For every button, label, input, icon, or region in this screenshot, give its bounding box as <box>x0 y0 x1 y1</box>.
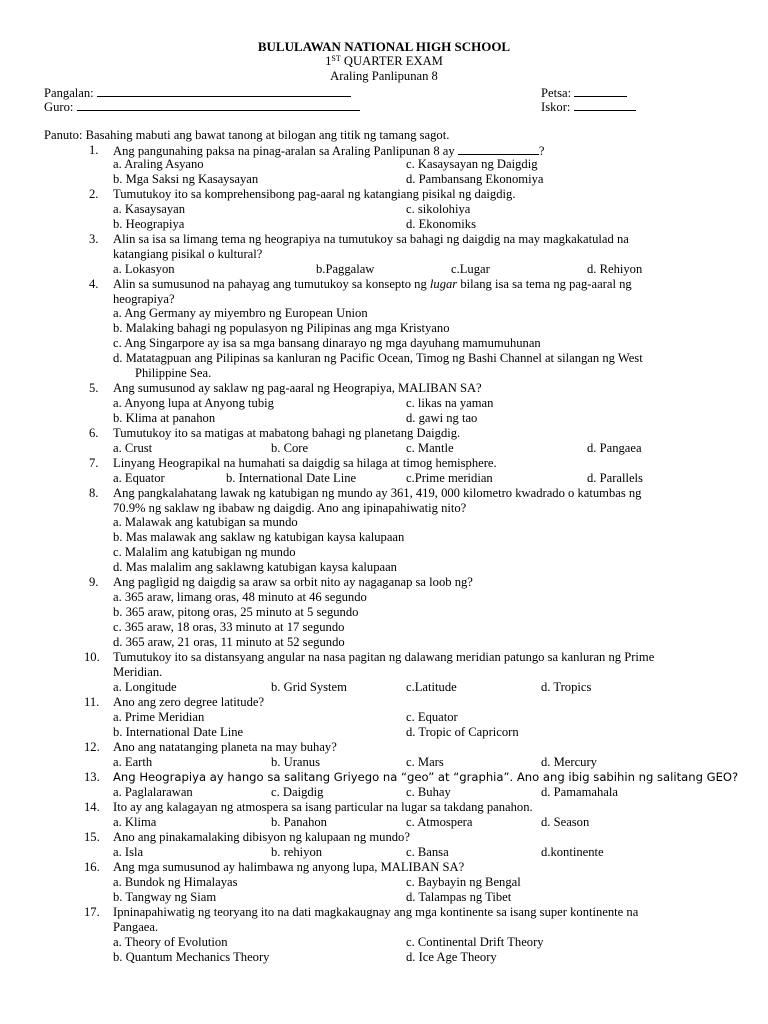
choice: Philippine Sea. <box>135 366 212 380</box>
question-number: 11. <box>84 695 100 709</box>
choice: d. Mercury <box>541 755 597 769</box>
question-number: 5. <box>89 381 99 395</box>
question-text: Ang Heograpiya ay hango sa salitang Griyego na “geo” at “graphia”. Ano ang ibig sabihin ng salitang GEO? <box>113 770 739 784</box>
question-number: 10. <box>84 650 100 664</box>
question-text: Ang pangkalahatang lawak ng katubigan ng mundo ay 361, 419, 000 kilometro kwadrado o katumbas ng <box>113 486 642 500</box>
instructions: Panuto: Basahing mabuti ang bawat tanong at bilogan ang titik ng tamang sagot. <box>44 128 450 142</box>
choice: b. 365 araw, pitong oras, 25 minuto at 5 segundo <box>113 605 359 619</box>
choice: b. rehiyon <box>271 845 323 859</box>
subject-title: Araling Panlipunan 8 <box>330 69 438 83</box>
choice: b. International Date Line <box>113 725 244 739</box>
question-number: 12. <box>84 740 100 754</box>
question-text: Ano ang zero degree latitude? <box>113 695 265 709</box>
choice: c. Atmospera <box>406 815 473 829</box>
choice: a. Earth <box>113 755 153 769</box>
question-number: 17. <box>84 905 100 919</box>
question-text: Ano ang pinakamalaking dibisyon ng kalupaan ng mundo? <box>113 830 410 844</box>
choice: b. Mga Saksi ng Kasaysayan <box>113 172 259 186</box>
choice: c. Ang Singarpore ay isa sa mga bansang dinarayo ng mga dayuhang mamumuhunan <box>113 336 541 350</box>
choice: d. Pangaea <box>587 441 642 455</box>
choice: a. Crust <box>113 441 153 455</box>
choice: c. Mantle <box>406 441 454 455</box>
question-number: 13. <box>84 770 100 784</box>
choice: c. 365 araw, 18 oras, 33 minuto at 17 segundo <box>113 620 345 634</box>
choice: c. Mars <box>406 755 444 769</box>
choice: c. Malalim ang katubigan ng mundo <box>113 545 296 559</box>
choice: c. Continental Drift Theory <box>406 935 544 949</box>
exam-title: 1ST QUARTER EXAM <box>325 54 443 68</box>
choice: c.Lugar <box>451 262 490 276</box>
question-number: 16. <box>84 860 100 874</box>
choice: a. Ang Germany ay miyembro ng European Union <box>113 306 368 320</box>
choice: b. Mas malawak ang saklaw ng katubigan kaysa kalupaan <box>113 530 405 544</box>
choice: b. Heograpiya <box>113 217 185 231</box>
date-field: Petsa: <box>541 85 627 101</box>
choice: a. 365 araw, limang oras, 48 minuto at 46 segundo <box>113 590 367 604</box>
question-number: 3. <box>89 232 99 246</box>
question-number: 1. <box>89 143 99 157</box>
choice: a. Isla <box>113 845 144 859</box>
choice: d. Pambansang Ekonomiya <box>406 172 544 186</box>
choice: b. Grid System <box>271 680 347 694</box>
question-text: Ipninapahiwatig ng teoryang ito na dati magkakaugnay ang mga kontinente sa isang super kontinente na <box>113 905 639 919</box>
question-number: 9. <box>89 575 99 589</box>
choice: b. Uranus <box>271 755 320 769</box>
question-text: Ang paglìgid ng daigdig sa araw sa orbit nito ay nagaganap sa loob ng? <box>113 575 473 589</box>
question-text: heograpiya? <box>113 292 175 306</box>
question-number: 7. <box>89 456 99 470</box>
question-number: 8. <box>89 486 99 500</box>
choice: d. Matatagpuan ang Pilipinas sa kanluran ng Pacific Ocean, Timog ng Bashi Channel at silangan ng West <box>113 351 643 365</box>
question-text: katangiang pisikal o kultural? <box>113 247 263 261</box>
name-field: Pangalan: <box>44 85 351 101</box>
question-text: Tumutukoy ito sa matigas at mabatong bahagi ng planetang Daigdig. <box>113 426 461 440</box>
choice: c. Kasaysayan ng Daigdig <box>406 157 538 171</box>
choice: c.Prime meridian <box>406 471 493 485</box>
question-text: Ang mga sumusunod ay halimbawa ng anyong lupa, MALIBAN SA? <box>113 860 465 874</box>
question-text: Alin sa sumusunod na pahayag ang tumutukoy sa konsepto ng lugar bilang isa sa tema ng pag-aaral ng <box>113 277 632 291</box>
question-text: 70.9% ng saklaw ng ibabaw ng daigdig. Ano ang ipinapahiwatig nito? <box>113 501 467 515</box>
choice: c. Equator <box>406 710 458 724</box>
school-name: BULULAWAN NATIONAL HIGH SCHOOL <box>257 39 511 54</box>
question-text: Meridian. <box>113 665 163 679</box>
question-text: Linyang Heograpikal na humahati sa daigdig sa hilaga at timog hemisphere. <box>113 456 497 470</box>
choice: a. Longitude <box>113 680 177 694</box>
teacher-field: Guro: <box>44 99 360 115</box>
choice: c. Baybayin ng Bengal <box>406 875 521 889</box>
question-number: 14. <box>84 800 100 814</box>
choice: d.kontinente <box>541 845 604 859</box>
choice: d. Rehiyon <box>587 262 643 276</box>
choice: a. Bundok ng Himalayas <box>113 875 238 889</box>
choice: a. Theory of Evolution <box>113 935 228 949</box>
choice: c. sikolohiya <box>406 202 471 216</box>
choice: b.Paggalaw <box>316 262 375 276</box>
question-number: 4. <box>89 277 99 291</box>
choice: c. likas na yaman <box>406 396 494 410</box>
choice: c. Bansa <box>406 845 449 859</box>
choice: a. Malawak ang katubigan sa mundo <box>113 515 298 529</box>
choice: c. Buhay <box>406 785 451 799</box>
question-number: 15. <box>84 830 100 844</box>
choice: a. Lokasyon <box>113 262 175 276</box>
choice: b. International Date Line <box>226 471 357 485</box>
question-text: Ano ang natatanging planeta na may buhay? <box>113 740 337 754</box>
choice: d. Pamamahala <box>541 785 618 799</box>
choice: d. gawi ng tao <box>406 411 478 425</box>
choice: b. Klima at panahon <box>113 411 216 425</box>
question-text: Ang pangunahing paksa na pinag-aralan sa Araling Panlipunan 8 ay ? <box>113 144 545 158</box>
question-text: Ito ay ang kalagayan ng atmospera sa isang particular na lugar sa takdang panahon. <box>113 800 533 814</box>
choice: a. Anyong lupa at Anyong tubig <box>113 396 274 410</box>
question-number: 2. <box>89 187 99 201</box>
question-text: Tumutukoy ito sa distansyang angular na nasa pagitan ng dalawang meridian patungo sa kanluran ng Prime <box>113 650 655 664</box>
choice: a. Paglalarawan <box>113 785 193 799</box>
choice: d. Talampas ng Tibet <box>406 890 512 904</box>
choice: b. Quantum Mechanics Theory <box>113 950 270 964</box>
choice: d. Tropics <box>541 680 592 694</box>
choice: d. Tropic of Capricorn <box>406 725 519 739</box>
choice: a. Klima <box>113 815 157 829</box>
choice: d. Ekonomiks <box>406 217 476 231</box>
choice: c. Daigdig <box>271 785 324 799</box>
score-field: Iskor: <box>541 99 636 115</box>
choice: a. Araling Asyano <box>113 157 204 171</box>
question-text: Alin sa isa sa limang tema ng heograpiya na tumutukoy sa bahagi ng daigdig na may magkakatulad na <box>113 232 629 246</box>
choice: d. 365 araw, 21 oras, 11 minuto at 52 segundo <box>113 635 345 649</box>
choice: b. Panahon <box>271 815 327 829</box>
choice: a. Kasaysayan <box>113 202 186 216</box>
choice: d. Parallels <box>587 471 643 485</box>
choice: b. Core <box>271 441 309 455</box>
choice: a. Equator <box>113 471 165 485</box>
choice: d. Ice Age Theory <box>406 950 497 964</box>
choice: c.Latitude <box>406 680 457 694</box>
question-text: Ang sumusunod ay saklaw ng pag-aaral ng Heograpiya, MALIBAN SA? <box>113 381 482 395</box>
choice: d. Mas malalim ang saklawng katubigan kaysa kalupaan <box>113 560 397 574</box>
question-text: Pangaea. <box>113 920 159 934</box>
question-number: 6. <box>89 426 99 440</box>
choice: b. Malaking bahagi ng populasyon ng Pilipinas ang mga Kristyano <box>113 321 450 335</box>
choice: b. Tangway ng Siam <box>113 890 217 904</box>
question-text: Tumutukoy ito sa komprehensibong pag-aaral ng katangiang pisikal ng daigdig. <box>113 187 516 201</box>
choice: d. Season <box>541 815 590 829</box>
choice: a. Prime Meridian <box>113 710 205 724</box>
